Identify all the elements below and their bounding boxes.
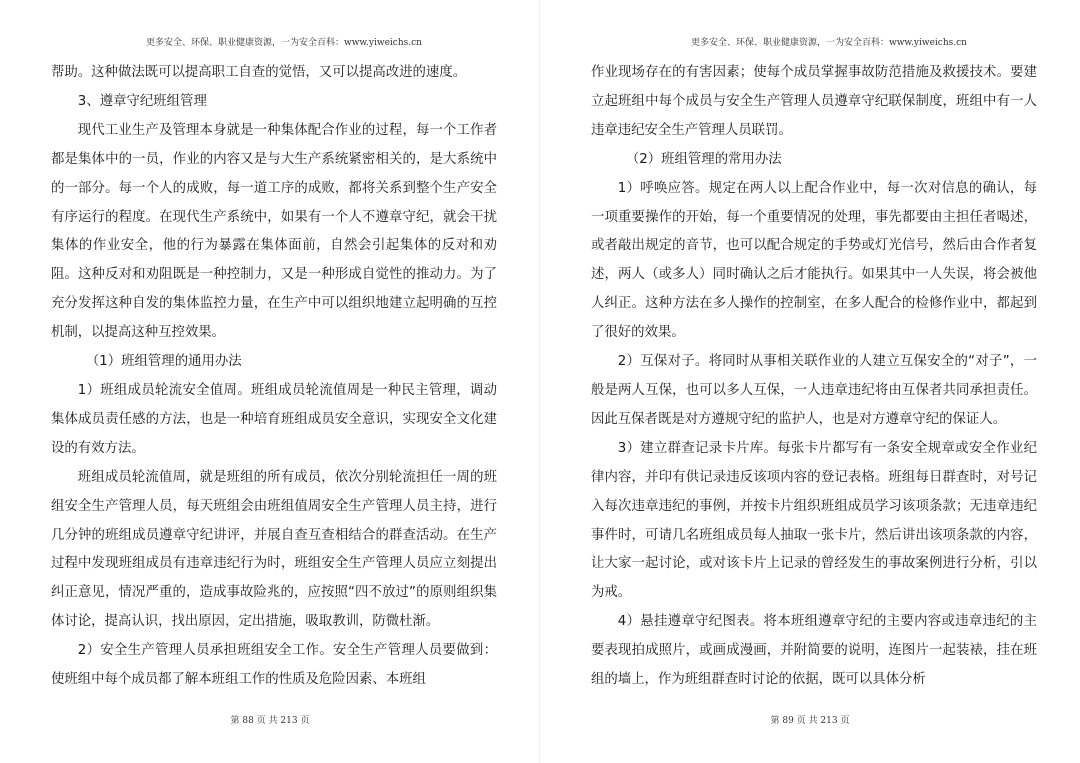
paragraph: 作业现场存在的有害因素；使每个成员掌握事故防范措施及救援技术。要建立起班组中每个成员与安全生产管理人员遵章守纪联保制度，班组中有一人违章违纪安全生产管理人员联罚。 (591, 65, 1037, 138)
page-footer: 第 89 页 共 213 页 (770, 716, 850, 726)
page-body (51, 59, 497, 695)
paragraph: 2）互保对子。将同时从事相关联作业的人建立互保安全的“对子”，一般是两人互保，也可以多人互保，一人违章违纪将由互保者共同承担责任。因此互保者既是对方遵规守纪的监护人，也是对方遵章守纪的保证人。 (591, 354, 1037, 427)
paragraph: 帮助。这种做法既可以提高职工自查的觉悟，又可以提高改进的速度。 (51, 65, 467, 80)
page-footer: 第 88 页 共 213 页 (230, 716, 310, 726)
page-header: 更多安全、环保、职业健康资源，一为安全百科：www.yiweichs.cn (146, 38, 422, 48)
subsection-heading: （2）班组管理的常用办法 (625, 151, 782, 167)
page-body (591, 59, 1037, 695)
paragraph: 班组成员轮流值周，就是班组的所有成员，依次分别轮流担任一周的班组安全生产管理人员，每天班组会由班组值周安全生产管理人员主持，进行几分钟的班组成员遵章守纪讲评，并展自查互查相结合的群查活动。在生产过程中发现班组成员有违章违纪行为时，班组安全生产管理人员应立刻提出纠正意见，情况严重的，造成事故险兆的，应按照“四不放过”的原则组织集体讨论，提高认识，找出原因，定出措施，吸取教训，防微杜渐。 (51, 469, 497, 630)
right-page (540, 0, 1080, 763)
page-header: 更多安全、环保、职业健康资源，一为安全百科：www.yiweichs.cn (691, 38, 967, 48)
paragraph: 1）呼唤应答。规定在两人以上配合作业中，每一次对信息的确认，每一项重要操作的开始，每一个重要情况的处理，事先都要由主担任者喝述，或者敲出规定的音节，也可以配合规定的手势或灯光信号，然后由合作者复述，两人（或多人）同时确认之后才能执行。如果其中一人失误，将会被他人纠正。这种方法在多人操作的控制室，在多人配合的检修作业中，都起到了很好的效果。 (591, 180, 1037, 341)
paragraph: 4）悬挂遵章守纪图表。将本班组遵章守纪的主要内容或违章违纪的主要表现拍成照片，或画成漫画，并附简要的说明，连图片一起装裱，挂在班组的墙上，作为班组群查时讨论的依据，既可以具体分析 (591, 614, 1037, 688)
paragraph: 1）班组成员轮流安全值周。班组成员轮流值周是一种民主管理，调动集体成员责任感的方法，也是一种培育班组成员安全意识，实现安全文化建设的有效方法。 (51, 382, 497, 456)
paragraph: 2）安全生产管理人员承担班组安全工作。安全生产管理人员要做到：使班组中每个成员都了解本班组工作的性质及危险因素、本班组 (51, 643, 497, 688)
subsection-heading: （1）班组管理的通用办法 (85, 354, 242, 370)
section-heading: 3、遵章守纪班组管理 (77, 93, 207, 109)
paragraph: 现代工业生产及管理本身就是一种集体配合作业的过程，每一个工作者都是集体中的一员，作业的内容又是与大生产系统紧密相关的，是大系统中的一部分。每一个人的成败，每一道工序的成败，都将关系到整个生产安全有序运行的程度。在现代生产系统中，如果有一个人不遵章守纪，就会干扰集体的作业安全，他的行为暴露在集体面前，自然会引起集体的反对和劝阻。这种反对和劝阻既是一种控制力，又是一种形成自觉性的推动力。为了充分发挥这种自发的集体监控力量，在生产中可以组织地建立起明确的互控机制，以提高这种互控效果。 (51, 122, 497, 341)
paragraph: 3）建立群查记录卡片库。每张卡片都写有一条安全规章或安全作业纪律内容，并印有供记录违反该项内容的登记表格。班组每日群查时，对号记入每次违章违纪的事例，并按卡片组织班组成员学习该项条款；无违章违纪事件时，可请几名班组成员每人抽取一张卡片，然后讲出该项条款的内容，让大家一起讨论，或对该卡片上记录的曾经发生的事故案例进行分析，引以为戒。 (591, 440, 1037, 601)
